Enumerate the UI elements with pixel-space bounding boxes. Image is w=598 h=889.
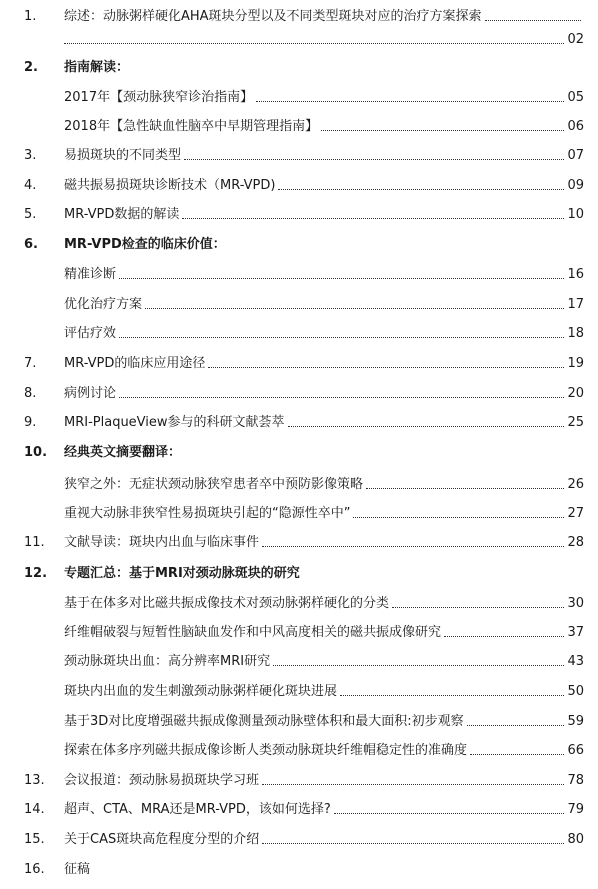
toc-entry-page-number: 43 — [567, 654, 584, 669]
toc-entry-title: 优化治疗方案 — [64, 297, 143, 312]
toc-entry[interactable] — [0, 740, 598, 762]
toc-entry-page-number: 16 — [567, 267, 584, 282]
toc-entry-page-number: 26 — [567, 477, 584, 492]
dot-leader — [366, 488, 564, 489]
toc-entry-title: 病例讨论 — [64, 386, 117, 401]
dot-leader — [392, 607, 564, 608]
toc-entry-title: 评估疗效 — [64, 326, 117, 341]
toc-entry[interactable] — [0, 711, 598, 733]
dot-leader — [262, 843, 564, 844]
toc-entry[interactable] — [0, 681, 598, 703]
toc-entry[interactable] — [0, 593, 598, 615]
toc-entry[interactable] — [0, 264, 598, 286]
toc-entry-number: 14. — [24, 802, 45, 817]
dot-leader — [353, 517, 564, 518]
toc-entry[interactable] — [0, 294, 598, 316]
toc-entry[interactable] — [0, 532, 598, 554]
toc-entry[interactable] — [0, 234, 598, 256]
toc-entry-page-number: 05 — [567, 90, 584, 105]
toc-entry-title: MRI-PlaqueView参与的科研文献荟萃 — [64, 415, 285, 430]
dot-leader — [262, 546, 564, 547]
toc-entry-number: 5. — [24, 207, 37, 222]
toc-entry-page-number: 02 — [567, 32, 584, 47]
toc-entry-number: 16. — [24, 862, 45, 877]
toc-entry-page-number: 19 — [567, 356, 584, 371]
toc-entry-title: 纤维帽破裂与短暂性脑缺血发作和中风高度相关的磁共振成像研究 — [64, 625, 442, 640]
toc-entry-title: 关于CAS斑块高危程度分型的介绍 — [64, 832, 260, 847]
dot-leader — [467, 725, 565, 726]
toc-entry[interactable] — [0, 87, 598, 109]
toc-entry[interactable] — [0, 145, 598, 167]
toc-entry-title: MR-VPD数据的解读 — [64, 207, 180, 222]
toc-entry-page-number: 25 — [567, 415, 584, 430]
toc-entry-page-number: 50 — [567, 684, 584, 699]
dot-leader — [119, 278, 564, 279]
toc-entry[interactable] — [0, 829, 598, 851]
toc-entry-page-number: 66 — [567, 743, 584, 758]
toc-entry-title: 斑块内出血的发生刺激颈动脉粥样硬化斑块进展 — [64, 684, 338, 699]
toc-entry-title: 精准诊断 — [64, 267, 117, 282]
toc-entry-page-number: 28 — [567, 535, 584, 550]
toc-entry-page-number: 79 — [567, 802, 584, 817]
dot-leader — [334, 813, 565, 814]
toc-entry-title: 重视大动脉非狭窄性易损斑块引起的“隐源性卒中” — [64, 506, 351, 521]
toc-entry-title: 狭窄之外：无症状颈动脉狭窄患者卒中预防影像策略 — [64, 477, 364, 492]
toc-entry[interactable] — [0, 622, 598, 644]
toc-entry[interactable] — [0, 353, 598, 375]
dot-leader — [119, 337, 564, 338]
toc-entry-title: 探索在体多序列磁共振成像诊断人类颈动脉斑块纤维帽稳定性的准确度 — [64, 743, 468, 758]
toc-entry-page-number: 59 — [567, 714, 584, 729]
toc-entry[interactable] — [0, 651, 598, 673]
toc-entry-title: 易损斑块的不同类型 — [64, 148, 182, 163]
toc-entry-title: 指南解读： — [64, 60, 130, 75]
toc-entry-number: 10. — [24, 445, 48, 460]
dot-leader — [273, 665, 564, 666]
toc-entry-title: 会议报道：颈动脉易损斑块学习班 — [64, 773, 260, 788]
toc-entry-number: 3. — [24, 148, 37, 163]
dot-leader — [340, 695, 564, 696]
toc-entry-number: 4. — [24, 178, 37, 193]
toc-entry[interactable] — [0, 442, 598, 464]
toc-entry-page-number: 07 — [567, 148, 584, 163]
toc-entry[interactable] — [0, 563, 598, 585]
dot-leader — [119, 397, 564, 398]
toc-entry-title: 颈动脉斑块出血：高分辨率MRI研究 — [64, 654, 271, 669]
toc-entry-number: 11. — [24, 535, 45, 550]
toc-entry[interactable] — [0, 770, 598, 792]
dot-leader — [278, 189, 564, 190]
dot-leader — [262, 784, 564, 785]
toc-entry-page-number: 17 — [567, 297, 584, 312]
toc-entry[interactable] — [0, 503, 598, 525]
toc-entry[interactable] — [0, 6, 598, 28]
toc-entry-title: 征稿 — [64, 862, 91, 877]
toc-entry[interactable] — [0, 412, 598, 434]
toc-entry-page-number: 80 — [567, 832, 584, 847]
toc-entry-title: 超声、CTA、MRA还是MR-VPD，该如何选择? — [64, 802, 331, 817]
toc-entry-title: 经典英文摘要翻译： — [64, 445, 182, 460]
toc-entry[interactable] — [0, 323, 598, 345]
toc-entry-title: 综述：动脉粥样硬化AHA斑块分型以及不同类型斑块对应的治疗方案探索 — [64, 9, 482, 24]
toc-entry-number: 15. — [24, 832, 45, 847]
toc-entry-number: 1. — [24, 9, 37, 24]
toc-entry-title: 2017年【颈动脉狭窄诊治指南】 — [64, 90, 254, 105]
toc-entry[interactable] — [0, 859, 598, 881]
toc-entry-title: 磁共振易损斑块诊断技术（MR-VPD) — [64, 178, 276, 193]
dot-leader — [145, 308, 564, 309]
toc-entry-page-number: 06 — [567, 119, 584, 134]
toc-entry-page-number: 37 — [567, 625, 584, 640]
toc-entry-page-number: 18 — [567, 326, 584, 341]
toc-entry-number: 6. — [24, 237, 38, 252]
toc-entry-page-number: 20 — [567, 386, 584, 401]
toc-entry-continuation — [0, 29, 598, 51]
toc-entry-page-number: 78 — [567, 773, 584, 788]
dot-leader — [321, 130, 564, 131]
dot-leader — [485, 20, 581, 21]
toc-entry-title: 专题汇总：基于MRI对颈动脉斑块的研究 — [64, 566, 300, 581]
dot-leader — [184, 159, 564, 160]
dot-leader — [470, 754, 564, 755]
toc-entry-title: 基于3D对比度增强磁共振成像测量颈动脉壁体积和最大面积:初步观察 — [64, 714, 464, 729]
toc-entry[interactable] — [0, 57, 598, 79]
toc-entry[interactable] — [0, 175, 598, 197]
toc-entry-title: MR-VPD检查的临床价值： — [64, 237, 226, 252]
toc-entry-title: MR-VPD的临床应用途径 — [64, 356, 206, 371]
toc-entry-number: 9. — [24, 415, 37, 430]
toc-entry[interactable] — [0, 474, 598, 496]
toc-entry-number: 12. — [24, 566, 48, 581]
toc-entry-page-number: 09 — [567, 178, 584, 193]
dot-leader — [288, 426, 565, 427]
toc-entry[interactable] — [0, 204, 598, 226]
toc-entry[interactable] — [0, 383, 598, 405]
toc-entry-number: 8. — [24, 386, 37, 401]
dot-leader — [64, 43, 564, 44]
toc-entry-page-number: 27 — [567, 506, 584, 521]
toc-entry-number: 13. — [24, 773, 45, 788]
dot-leader — [182, 218, 564, 219]
toc-entry[interactable] — [0, 799, 598, 821]
dot-leader — [208, 367, 564, 368]
toc-entry-number: 2. — [24, 60, 38, 75]
dot-leader — [256, 101, 564, 102]
toc-entry-number: 7. — [24, 356, 37, 371]
toc-entry-title: 基于在体多对比磁共振成像技术对颈动脉粥样硬化的分类 — [64, 596, 390, 611]
toc-entry-title: 文献导读：斑块内出血与临床事件 — [64, 535, 260, 550]
dot-leader — [444, 636, 564, 637]
toc-entry-page-number: 10 — [567, 207, 584, 222]
toc-entry-title: 2018年【急性缺血性脑卒中早期管理指南】 — [64, 119, 319, 134]
toc-entry[interactable] — [0, 116, 598, 138]
toc-entry-page-number: 30 — [567, 596, 584, 611]
